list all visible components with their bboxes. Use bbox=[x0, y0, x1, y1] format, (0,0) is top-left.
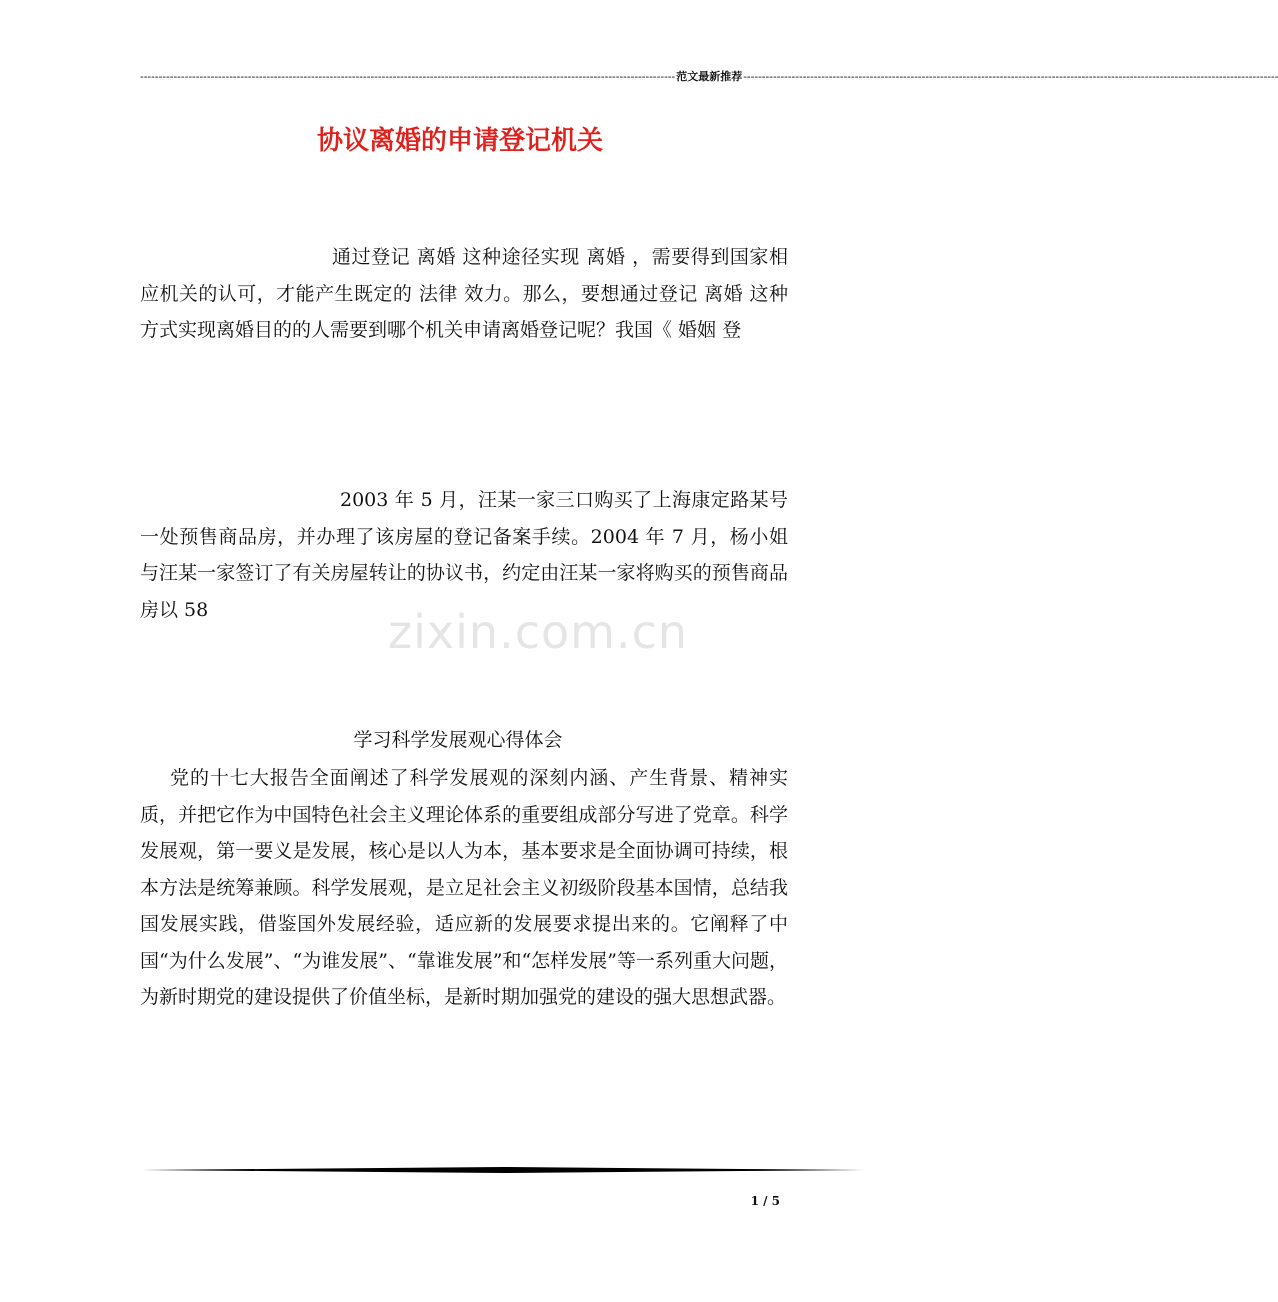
header-label: 范文最新推荐 bbox=[676, 70, 743, 83]
document-title: 协议离婚的申请登记机关 bbox=[316, 126, 603, 156]
paragraph-scientific-development: 党的十七大报告全面阐述了科学发展观的深刻内涵、产生背景、精神实质，并把它作为中国特色社会主义理论体系的重要组成部分写进了党章。科学发展观，第一要义是发展，核心是以人为本，基本要求是全面协调可持续，根本方法是统筹兼顾。科学发展观，是立足社会主义初级阶段基本国情，总结我国发展实践，借鉴国外发展经验，适应新的发展要求提出来的。它阐释了中国“为什么发展”、“为谁发展”、“靠谁发展”和“怎样发展”等一系列重大问题，为新时期党的建设提供了价值坐标，是新时期加强党的建设的强大思想武器。 bbox=[140, 767, 788, 1008]
paragraph-housing-case: 2003 年 5 月，汪某一家三口购买了上海康定路某号一处预售商品房，并办理了该房屋的登记备案手续。2004 年 7 月，杨小姐与汪某一家签订了有关房屋转让的协议书，约定由汪某一家将购买的预售商品房以 58 bbox=[140, 489, 788, 621]
paragraph-divorce-registration: 通过登记 离婚 这种途径实现 离婚 ，需要得到国家相应机关的认可，才能产生既定的 法律 效力。那么，要想通过登记 离婚 这种方式实现离婚目的的人需要到哪个机关申请离婚登记呢？我国《 婚姻 登 bbox=[140, 246, 788, 341]
section-title: 学习科学发展观心得体会 bbox=[353, 729, 563, 751]
header-dash-right: ------------------------------------------------------------------------------------------------------------------------------------------------ bbox=[743, 70, 1278, 83]
header-dash-left: ------------------------------------------------------------------------------------------------------------------------------------------------ bbox=[140, 70, 676, 83]
page-number: 1 / 5 bbox=[750, 1194, 780, 1208]
page-header bbox=[140, 70, 1278, 84]
watermark: zixin.com.cn bbox=[388, 605, 689, 659]
footer-rule bbox=[142, 1167, 864, 1173]
